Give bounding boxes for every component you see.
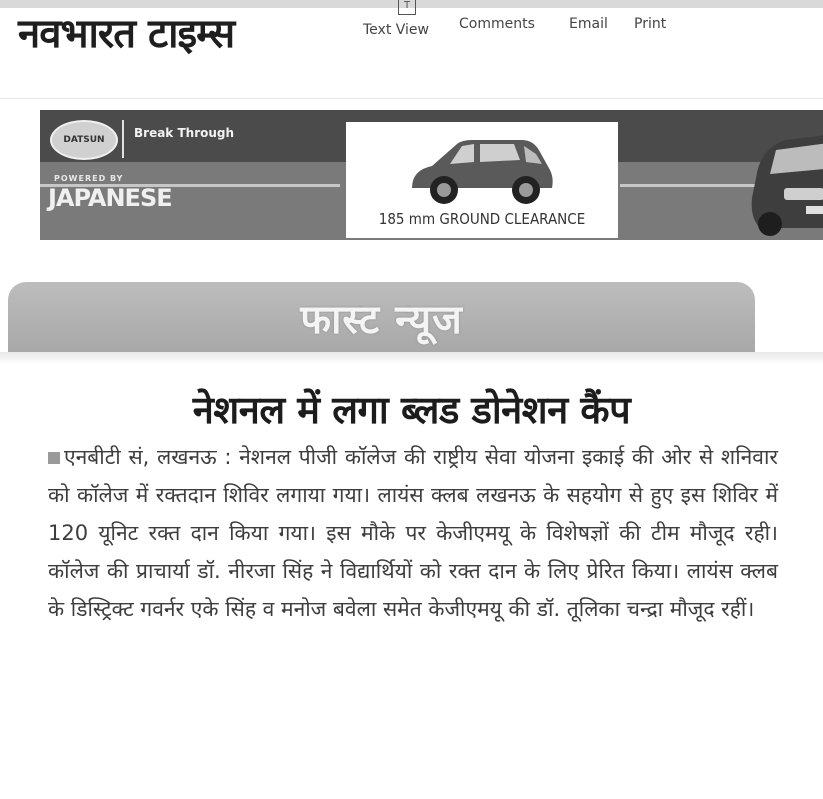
article-body-text: एनबीटी सं, लखनऊ : नेशनल पीजी कॉलेज की राष्ट्रीय सेवा योजना इकाई की ओर से शनिवार को कॉलेज में रक्तदान शिविर लगाया गया। लायंस क्लब लखनऊ के सहयोग से हुए इस शिविर में 120 यूनिट रक्त दान किया गया। इस मौके पर केजीएमयू के विशेषज्ञों की टीम मौजूद रही। कॉलेज की प्राचार्या डॉ. नीरजा सिंह ने विद्यार्थियों को रक्त दान के लिए प्रेरित किया। लायंस क्लब के डिस्ट्रिक्ट गवर्नर एके सिंह व मनोज बवेला समेत केजीएमयू की डॉ. तूलिका चन्द्रा मौजूद रहीं। xyxy=(48,445,778,621)
ad-japanese: JAPANESE xyxy=(48,184,172,212)
brand-logo: DATSUN xyxy=(50,120,118,160)
email-link[interactable]: Email xyxy=(569,16,608,32)
ad-tagline: Break Through xyxy=(134,126,235,140)
section-title: फास्ट न्यूज xyxy=(300,297,463,343)
ad-powered-by: POWERED BY xyxy=(54,174,124,183)
ad-divider xyxy=(122,120,124,158)
article-body xyxy=(48,438,778,628)
print-link[interactable]: Print xyxy=(634,16,667,32)
banner-ad[interactable] xyxy=(40,110,823,240)
masthead-logo[interactable]: नवभारत टाइम्स xyxy=(18,10,235,57)
divider xyxy=(0,98,823,99)
bullet-icon xyxy=(48,452,60,464)
article-headline: नेशनल में लगा ब्लड डोनेशन कैंप xyxy=(192,388,631,432)
car-front-image xyxy=(746,118,823,238)
section-shadow xyxy=(0,352,823,364)
ad-caption: 185 mm GROUND CLEARANCE xyxy=(378,210,586,228)
car-image xyxy=(402,130,562,210)
ad-product-panel xyxy=(346,122,618,238)
comments-link[interactable]: Comments xyxy=(459,16,535,32)
section-header xyxy=(8,282,755,352)
text-view-icon[interactable]: T xyxy=(398,0,416,15)
text-view-link[interactable]: Text View xyxy=(363,22,429,38)
